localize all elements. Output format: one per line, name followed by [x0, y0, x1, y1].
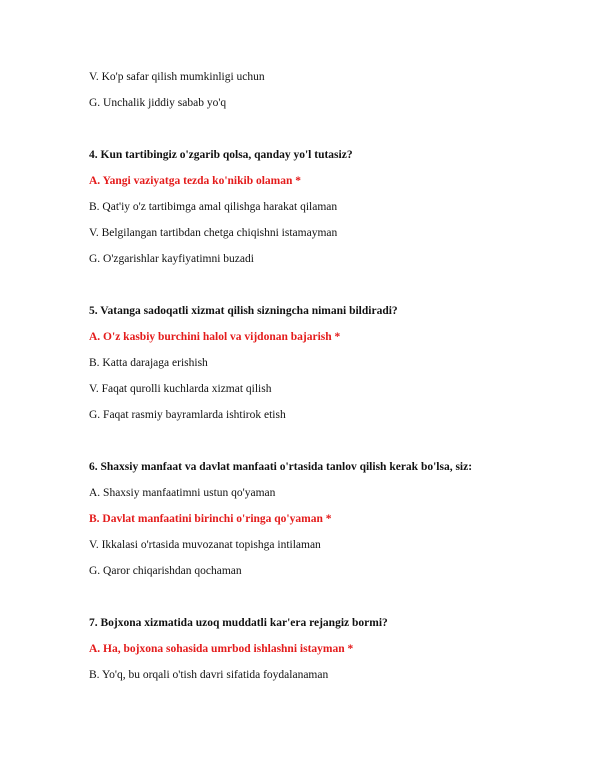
- option-q4-g: G. O'zgarishlar kayfiyatimni buzadi: [89, 253, 254, 265]
- question-4: 4. Kun tartibingiz o'zgarib qolsa, qanday yo'l tutasiz?: [89, 149, 353, 161]
- option-q3-v: V. Ko'p safar qilish mumkinligi uchun: [89, 71, 265, 83]
- option-q5-g: G. Faqat rasmiy bayramlarda ishtirok etish: [89, 409, 286, 421]
- option-q6-a: A. Shaxsiy manfaatimni ustun qo'yaman: [89, 487, 276, 499]
- option-q6-b-correct: B. Davlat manfaatini birinchi o'ringa qo'yaman *: [89, 513, 332, 525]
- option-q4-b: B. Qat'iy o'z tartibimga amal qilishga harakat qilaman: [89, 201, 338, 213]
- option-q3-g: G. Unchalik jiddiy sabab yo'q: [89, 97, 227, 109]
- question-5: 5. Vatanga sadoqatli xizmat qilish sizningcha nimani bildiradi?: [89, 305, 398, 317]
- option-q6-g: G. Qaror chiqarishdan qochaman: [89, 565, 242, 577]
- option-q5-a-correct: A. O'z kasbiy burchini halol va vijdonan bajarish *: [89, 331, 341, 343]
- option-q4-v: V. Belgilangan tartibdan chetga chiqishni istamayman: [89, 227, 338, 239]
- option-q6-v: V. Ikkalasi o'rtasida muvozanat topishga intilaman: [89, 539, 321, 551]
- option-q4-a-correct: A. Yangi vaziyatga tezda ko'nikib olaman *: [89, 175, 302, 187]
- option-q7-a-correct: A. Ha, bojxona sohasida umrbod ishlashni istayman *: [89, 643, 354, 655]
- option-q5-v: V. Faqat qurolli kuchlarda xizmat qilish: [89, 383, 272, 395]
- question-6: 6. Shaxsiy manfaat va davlat manfaati o'rtasida tanlov qilish kerak bo'lsa, siz:: [89, 461, 473, 473]
- question-7: 7. Bojxona xizmatida uzoq muddatli kar'era rejangiz bormi?: [89, 617, 388, 629]
- option-q5-b: B. Katta darajaga erishish: [89, 357, 208, 369]
- option-q7-b: B. Yo'q, bu orqali o'tish davri sifatida foydalanaman: [89, 669, 329, 681]
